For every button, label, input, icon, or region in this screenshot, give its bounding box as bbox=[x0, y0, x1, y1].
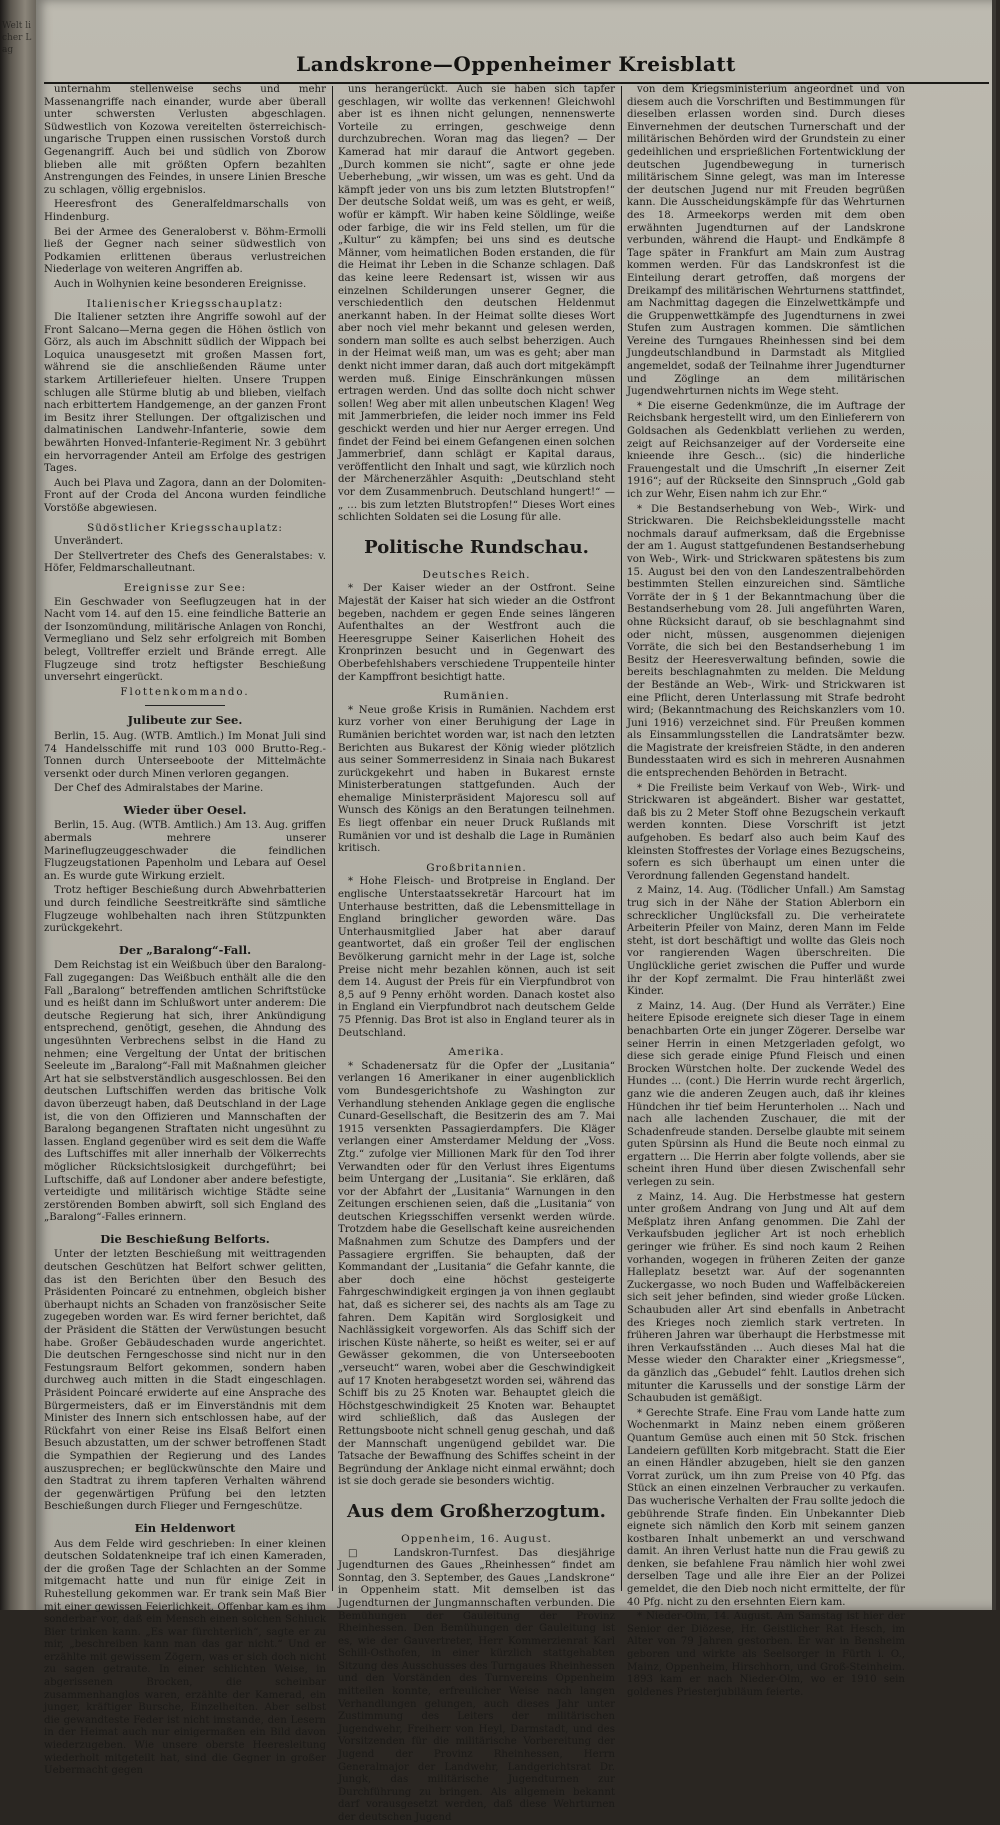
paragraph: Berlin, 15. Aug. (WTB. Amtlich.) Am 13. Aug. griffen abermals mehrere unserer Marineflugzeuggeschwader die feindlichen Flugzeugstationen Papenholm und Lebara auf Oesel an. Es wurde gute Wirkung erzielt. bbox=[44, 820, 326, 882]
adjacent-page-edge bbox=[0, 0, 36, 1610]
column-rule-2 bbox=[621, 86, 622, 1591]
section-subheading: Amerika. bbox=[448, 1046, 505, 1059]
paragraph: z Mainz, 14. Aug. Die Herbstmesse hat gestern unter großem Andrang von Jung und Alt auf dem Meßplatz ihren Anfang genommen. Die Zahl der Verkaufsbuden jeglicher Art ist noch erheblich geringer wie früher. Es sind noch kaum 2 Reihen vorhanden, wogegen in früheren Zeiten der ganze Halleplatz besetzt war. Auf der sogenannten Zuckergasse, wo noch Buden und Waffelbäckereien sich seit jeher befinden, sind wieder große Lücken. Schaubuden aller Art sind ebenfalls in Anbetracht des Krieges noch ziemlich stark vertreten. In früheren Jahren war überhaupt die Herbstmesse mit ihren Verkaufsständen ... Auch dieses Mal hat die Messe wieder den Charakter einer „Kriegsmesse“, da gänzlich das „Gebudel“ fehlt. Lautlos drehen sich mitunter die Karussells und der sonstige Lärm der Schaubuden ist gemäßigt. bbox=[627, 1191, 905, 1405]
paragraph: Der Chef des Admiralstabes der Marine. bbox=[54, 783, 264, 795]
section-subheading: Großbritannien. bbox=[426, 861, 527, 874]
column-2 bbox=[338, 84, 615, 1823]
article-heading: Wieder über Oesel. bbox=[123, 802, 247, 817]
paragraph: * Der Kaiser wieder an der Ostfront. Seine Majestät der Kaiser hat sich wieder an die Ostfront begeben, nachdem er gegen Ende seines längeren Aufenthaltes an der Westfront auch die Heeresgruppe Seiner Kaiserlichen Hoheit des Kronprinzen besucht und in Gegenwart des Oberbefehlshabers verschiedene Truppenteile hinter der Kampffront besichtigt hatte. bbox=[338, 583, 615, 683]
section-heading-grand-duchy: Aus dem Großherzogtum. bbox=[347, 1500, 606, 1522]
signature-line: Flottenkommando. bbox=[120, 686, 250, 698]
paragraph: Bei der Armee des Generaloberst v. Böhm-Ermolli ließ der Gegner nach seiner südwestlich von Podkamien erlittenen überaus verlustreichen Niederlage von weiteren Angriffen ab. bbox=[44, 226, 326, 276]
paragraph: uns herangerückt. Auch sie haben sich tapfer geschlagen, wir wollte das verkennen! Gleichwohl aber ist es ihnen nicht gelungen, nennenswerte Vorteile zu erringen, geschweige denn durchzubrechen. Woran mag das liegen? — Der Kamerad hat mir darauf die Antwort gegeben. „Durch kommen sie nicht“, sagte er ohne jede Ueberhebung, „wir wissen, um was es geht. Und da kämpft jeder von uns bis zum letzten Blutstropfen!“ Der deutsche Soldat weiß, um was es geht, er weiß, wofür er kämpft. Wir haben keine Söldlinge, weiße oder farbige, die wir ins Feld stellen, um für die „Kultur“ zu kämpfen; bei uns sind es deutsche Männer, vom heimatlichen Boden erstanden, die für die Heimat ihr Leben in die Schanze schlagen. Daß das keine leere Redensart ist, wissen wir aus einzelnen Schilderungen unserer Gegner, die verschiedentlich den deutschen Heldenmut anerkannt haben. In der Heimat sollte dieses Wort aber noch viel mehr bekannt und gelesen werden, sondern man sollte es auch selbst beherzigen. Auch in der Heimat weiß man, um was es geht; aber man denkt nicht immer daran, daß auch dort mitgekämpft werden muß. Einige Einschränkungen müssen ertragen werden. Und das sollte doch nicht schwer sollen! Weg aber mit allen unbeutschen Klagen! Weg mit Jammerbriefen, die leider noch immer ins Feld geschickt werden und hier nur Aerger erregen. Und findet der Feind bei einem Gefangenen einen solchen Jammerbrief, dann schlägt er Kapital daraus, veröffentlicht den Inhalt und sagt, wie kürzlich noch der Märchenerzähler Asquith: „Deutschland steht vor dem Zusammenbruch. Deutschland hungert!“ — „ … bis zum letzten Blutstropfen!“ Dieses Wort eines schlichten Soldaten sei die Losung für alle. bbox=[338, 84, 615, 524]
paragraph: Der Stellvertreter des Chefs des Generalstabes: v. Höfer, Feldmarschalleutnant. bbox=[44, 550, 326, 575]
section-subheading: Italienischer Kriegsschauplatz: bbox=[86, 297, 284, 310]
masthead-title: Landskrone—Oppenheimer Kreisblatt bbox=[296, 52, 736, 76]
paragraph: * Hohe Fleisch- und Brotpreise in England. Der englische Unterstaatssekretär Harcourt hat im Unterhause bestritten, daß die Lebensmittellage in England bringlicher geworden wäre. Das Unterhausmitglied Jaber hat aber darauf geantwortet, daß ein großer Teil der englischen Bevölkerung garnicht mehr in der Lage ist, solche Preise nicht mehr bezahlen können, auch ist seit dem 14. August der Preis für ein Vierpfundbrot von 8,5 auf 9 Penny erhöht worden. Danach kostet also in England ein Vierpfundbrot nach deutschem Gelde 75 Pfennig. Das Brot ist also in England teurer als in Deutschland. bbox=[338, 876, 615, 1039]
column-3 bbox=[627, 84, 905, 1698]
paragraph: * Die eiserne Gedenkmünze, die im Auftrage der Reichsbank hergestellt wird, um den Einlieferern von Goldsachen als Gedenkblatt verliehen zu werden, zeigt auf Reichsanzeiger auf der Vorderseite eine knieende ihre Gesch... (sic) die hinderliche Frauengestalt und die Umschrift „In eiserner Zeit 1916“; auf der Rückseite den Sinnspruch „Gold gab ich zur Wehr, Eisen nahm ich zur Ehr.“ bbox=[627, 400, 905, 500]
paragraph: Berlin, 15. Aug. (WTB. Amtlich.) Im Monat Juli sind 74 Handelsschiffe mit rund 103 000 Brutto-Reg.-Tonnen durch Unterseeboote der Mittelmächte versenkt oder durch Minen verloren gegangen. bbox=[44, 730, 326, 780]
newspaper-page bbox=[36, 0, 996, 1823]
paragraph: * Die Freiliste beim Verkauf von Web-, Wirk- und Strickwaren ist abgeändert. Bisher war gestattet, daß bis zu 2 Meter Stoff ohne Bezugschein verkauft werden konnten. Diese Vorschrift ist jetzt aufgehoben. Es bedarf also auch beim Kauf des kleinsten Stoffrestes der Vorlage eines Bezugscheins, sofern es sich überhaupt um einen unter die Verordnung fallenden Gegenstand handelt. bbox=[627, 782, 905, 882]
paragraph: Auch bei Plava und Zagora, dann an der Dolomiten-Front auf der Croda del Ancona wurden feindliche Vorstöße abgewiesen. bbox=[44, 477, 326, 514]
divider bbox=[145, 705, 225, 706]
section-subheading: Südöstlicher Kriegsschauplatz: bbox=[87, 521, 283, 534]
adjacent-page-text: Welt licher Lag bbox=[2, 21, 32, 55]
paragraph: * Gerechte Strafe. Eine Frau vom Lande hatte zum Wochenmarkt in Mainz neben einem größeren Quantum Gemüse auch einen mit 50 Stck. frischen Landeiern gefüllten Korb mitgebracht. Statt die Eier an einen Händler abzugeben, hielt sie den ganzen Vorrat zurück, um ihn zum Preise von 40 Pfg. das Stück an einen einzelnen Verbraucher zu verkaufen. Das wucherische Verhalten der Frau sollte jedoch die gebührende Strafe finden. Ein Unbekannter Dieb eignete sich nämlich den Korb mit seinem ganzen kostbaren Inhalt unbemerkt an und verschwand damit. An ihren Verlust hatte nun die Frau gewiß zu denken, sie befahlene Frau nämlich hier wohl zwei derselben Tage und alle ihre Eier an der Polizei gemeldet, die den Dieb noch nicht ermittelte, der für 40 Pfg. nicht zu den ersehnten Eiern kam. bbox=[627, 1407, 905, 1608]
paragraph: z Mainz, 14. Aug. (Der Hund als Verräter.) Eine heitere Episode ereignete sich dieser Tage in einem benachbarten Orte ein junger Zögerer. Derselbe war seiner Herrin in einen Metzgerladen gefolgt, wo diese sich gerade einige Pfund Fleisch und einen Brocken Würstchen holte. Der zuckende Wedel des Hundes ... (cont.) Die Herrin wurde recht ärgerlich, ganz wie die anderen Zeugen auch, daß ihr kleines Hündchen ihr tief beim Herunterholen ... Nach und nach alle lachenden Zuschauer, die mit der Schadenfreude standen. Derselbe glaubte mit seinem guten Spürsinn als Hund die Beute noch einmal zu ergattern ... Die Herrin aber folgte vollends, aber sie scheint ihren Hund über diesen Zwischenfall sehr verlegen zu sein. bbox=[627, 1000, 905, 1189]
section-subheading: Rumänien. bbox=[443, 690, 510, 703]
paragraph: von dem Kriegsministerium angeordnet und von diesem auch die Vorschriften und Bestimmungen für dieselben erlassen worden sind. Durch dieses Einvernehmen der deutschen Turnerschaft und der militärischen Behörden wird der Grundstein zu einer gedeihlichen und ersprießlichen Fortentwicklung der deutschen Jugendbewegung in turnerisch militärischem Sinne gelegt, was man im Interesse der deutschen Jugend nur mit Freuden begrüßen kann. Die Ausscheidungskämpfe für das Wehrturnen des 18. Armeekorps werden mit dem oben erwähnten Jugendturnen auf der Landskrone verbunden, während die Haupt- und Endkämpfe 8 Tage später in Frankfurt am Main zum Austrag kommen werden. Für das Landskronfest ist die Einteilung derart getroffen, daß morgens der Dreikampf des militärischen Wehrturnens stattfindet, am Nachmittag dagegen die Einzelwettkämpfe und die Gruppenwettkämpfe des Jugendturnens in zwei Stufen zum Austragen kommen. Die sämtlichen Vereine des Turngaues Rheinhessen sind bei dem Jungdeutschlandbund in Darmstadt als Mitglied angemeldet, sodaß der Teilnahme ihrer Jugendturner und Zöglinge an dem militärischen Jugendwehrturnen nichts im Wege steht. bbox=[627, 84, 905, 398]
section-heading-politics: Politische Rundschau. bbox=[364, 536, 589, 558]
column-1 bbox=[44, 84, 326, 1777]
paragraph: Trotz heftiger Beschießung durch Abwehrbatterien und durch feindliche Seestreitkräfte sind sämtliche Flugzeuge wohlbehalten nach ihren Stützpunkten zurückgekehrt. bbox=[44, 885, 326, 935]
paragraph: * Neue große Krisis in Rumänien. Nachdem erst kurz vorher von einer Beruhigung der Lage in Rumänien berichtet worden war, ist nach den letzten Berichten aus Bukarest der König wieder plötzlich aus seiner Sommerresidenz in Sinaia nach Bukarest zurückgekehrt und haben in Bukarest ernste Ministerberatungen stattgefunden. Auch der ehemalige Ministerpräsident Majorescu soll auf Wunsch des Königs an den Beratungen teilnehmen. Es liegt offenbar ein neuer Druck Rußlands mit Rumänien vor und ist deshalb die Lage in Rumänien kritisch. bbox=[338, 704, 615, 855]
paragraph: □ Landskron-Turnfest. Das diesjährige Jugendturnen des Gaues „Rheinhessen“ findet am Sonntag, den 3. September, des Gaues „Landskrone“ in Oppenheim statt. Mit demselben ist das Jugendturnen der Jungmannschaften verbunden. Die Bemühungen der Gauleitung der Provinz Rheinhessen. Den Bemühungen der Gauleitung ist es, wie der Gauvertreter, Herr Kommerzienrat Karl Schill-Osthofen, in einer kürzlich stattgehabten Sitzung des Ausschusses des Turngaues Rheinhessen und den Vorständen des Turnvereins Oppenheim mitteilen konnte, erfreulicher Weise nach langen Verhandlungen gelungen, auch dieses Jahr unter Zustimmung des Leiters der militärischen Jugendwehr, Freiherr von Heyl, Darmstadt, und des Vorsitzenden für die militärische Vorbereitung der Jugend der Provinz Rheinhessen, Herrn Generalmajor der Landwehr, Landgerichtsrat Dr. Jungk, das militärische Jugendturnen zur Durchführung zu bringen. Als allgemein bekannt darf vorausgesetzt werden, daß diese Wehrturnen der deutschen Jugend bbox=[338, 1547, 615, 1823]
paragraph: Die Italiener setzten ihre Angriffe sowohl auf der Front Salcano—Merna gegen die Höhen östlich von Görz, als auch im Abschnitt südlich der Wippach bei Loquica unausgesetzt mit großen Massen fort, während sie die anschließenden Räume unter starkem Artilleriefeuer hielten. Unsere Truppen schlugen alle Stürme blutig ab und blieben, vielfach nach erbittertem Handgemenge, an der ganzen Front im Besitz ihrer Stellungen. Der oftgalizischen und dalmatinischen Landwehr-Infanterie, sowie dem bewährten Honved-Infanterie-Regiment Nr. 3 gebührt ein hervorragender Anteil am Erfolge des gestrigen Tages. bbox=[44, 312, 326, 475]
dateline: Oppenheim, 16. August. bbox=[401, 1532, 552, 1545]
section-subheading: Deutsches Reich. bbox=[422, 568, 531, 581]
paragraph: * Schadenersatz für die Opfer der „Lusitania“ verlangen 16 Amerikaner in einer augenblicklich vom Bundesgerichtshofe zu Washington zur Verhandlung stehenden Anklage gegen die englische Cunard-Gesellschaft, die Besitzerin des am 7. Mai 1915 versenkten Passagierdampfers. Die Kläger verlangen einer Amsterdamer Meldung der „Voss. Ztg.“ zufolge vier Millionen Mark für den Tod ihrer Verwandten oder für den Verlust ihres Eigentums beim Untergang der „Lusitania“. Sie erklären, daß vor der Abfahrt der „Lusitania“ Warnungen in den Zeitungen erschienen seien, daß die „Lusitania“ von deutschen Kriegsschiffen versenkt werden würde. Trotzdem habe die Gesellschaft keine ausreichenden Maßnahmen zum Schutze des Dampfers und der Passagiere ergriffen. Sie behaupten, daß der Kommandant der „Lusitania“ die Gefahr kannte, die aber doch eine höchst gesteigerte Fahrgeschwindigkeit ergingen ja von ihnen geglaubt hat, daß es sicherer sei, des nachts als am Tage zu fahren. Dem Kapitän wird Sorglosigkeit und Nachlässigkeit vorgeworfen. Als das Schiff sich der irischen Küste näherte, so heißt es weiter, sei er auf Gewässer gekommen, die von Unterseebooten „verseucht“ waren, wobei aber die Geschwindigkeit auf 17 Knoten herabgesetzt worden sei, während das Schiff bis zu 25 Knoten war. Behauptet gleich die Höchstgeschwindigkeit 25 Knoten war. Behauptet wird schließlich, daß das Auslegen der Rettungsboote nicht schnell genug geschah, und daß der Mannschaft ungenügend gebildet war. Die Tatsache der Bewaffnung des Schiffes scheint in der Begründung der Anklage nicht einmal erwähnt; doch ist sie doch gerade sie besonders wichtig. bbox=[338, 1060, 615, 1488]
page-right-edge bbox=[992, 0, 996, 1610]
paragraph: Ein Geschwader von Seeflugzeugen hat in der Nacht vom 14. auf den 15. eine feindliche Batterie an der Isonzomündung, militärische Anlagen von Ronchi, Vermegliano und Selz sehr erfolgreich mit Bomben belegt, Volltreffer erzielt und Brände erregt. Alle Flugzeuge sind trotz heftigster Beschießung unversehrt eingerückt. bbox=[44, 596, 326, 684]
paragraph: unternahm stellenweise sechs und mehr Massenangriffe nach einander, wurde aber überall unter schwersten Verlusten abgeschlagen. Südwestlich von Kozowa vereitelten österreichisch-ungarische Truppen einen russischen Vorstoß durch Gegenangriff. Auch bei und südlich von Zborow blieben alle mit größten Opfern bezahlten Anstrengungen des Feindes, in unsere Linien Bresche zu schlagen, völlig ergebnislos. bbox=[44, 84, 326, 196]
paragraph: Dem Reichstag ist ein Weißbuch über den Baralong-Fall zugegangen: Das Weißbuch enthält alle die den Fall „Baralong“ betreffenden amtlichen Schriftstücke und es heißt dann im Schlußwort unter anderem: Die deutsche Regierung hat sich, ihrer Ankündigung entsprechend, genötigt, gesehen, die Ahndung des ungesühnten Verbrechens selbst in die Hand zu nehmen; eine Vergeltung der Untat der britischen Seeleute im „Baralong“-Fall mit Maßnahmen gleicher Art hat sie selbstverständlich ausgeschlossen. Bei den deutschen Luftschiffen werden das britische Volk davon überzeugt haben, daß Deutschland in der Lage ist, die von den Offizieren und Mannschaften der Baralong begangenen Straftaten nicht ungesühnt zu lassen. England gegenüber wird es seit dem die Waffe des Luftschiffes mit aller innerhalb der Völkerrechts möglicher Rücksichtslosigkeit durchgeführt; bei Luftschiffe, daß auf Londoner aber andere befestigte, verteidigte und militärisch wichtige Städte seine zerstörenden Bomben abwirft, soll sich England des „Baralong“-Falles erinnern. bbox=[44, 960, 326, 1224]
paragraph: * Die Bestandserhebung von Web-, Wirk- und Strickwaren. Die Reichsbekleidungsstelle macht nochmals darauf aufmerksam, daß die Ergebnisse der am 1. August stattgefundenen Bestandserhebung von Web-, Wirk- und Strickwaren spätestens bis zum 15. August bei den von den Landeszentralbehörden bestimmten Stellen einzureichen sind. Sämtliche Vorräte der in § 1 der Bekanntmachung über die Bestandserhebung vom 28. Juli angeführten Waren, ohne Rücksicht darauf, ob sie beschlagnahmt sind oder nicht, müssen, ausgenommen diejenigen Vorräte, die sich bei den Bestandserhebung 1 im Besitz der Heeresverwaltung befinden, sowie die bereits beschlagnahmten zu melden. Die Meldung der Bestände an Web-, Wirk- und Strickwaren ist eine Pflicht, deren Unterlassung mit Strafe bedroht wird; (Bekanntmachung des Reichskanzlers vom 10. Juni 1916) verzeichnet sind. Für Preußen kommen als Einsammlungsstellen die Landratsämter bezw. die Magistrate der kreisfreien Städte, in den anderen Bundesstaaten wird es sich in mehreren Ausnahmen die entsprechenden Behörden in Betracht. bbox=[627, 503, 905, 780]
article-heading: Julibeute zur See. bbox=[127, 713, 243, 728]
paragraph: Auch in Wolhynien keine besonderen Ereignisse. bbox=[54, 278, 307, 290]
paragraph: z Mainz, 14. Aug. (Tödlicher Unfall.) Am Samstag trug sich in der Nähe der Station Ablerborn ein schrecklicher Unglücksfall zu. Die verheiratete Arbeiterin Pfeiler von Mainz, deren Mann im Felde steht, ist dort beschäftigt und wollte das Gleis noch vor rangierenden Wagen überschreiten. Die Unglückliche geriet zwischen die Puffer und wurde ihr der Kopf zermalmt. Die Frau hinterläßt zwei Kinder. bbox=[627, 885, 905, 998]
paragraph: Heeresfront des Generalfeldmarschalls von Hindenburg. bbox=[44, 199, 326, 223]
paragraph: Unter der letzten Beschießung mit weittragenden deutschen Geschützen hat Belfort schwer gelitten, das ist den Berichten über den Besuch des Präsidenten Poincaré zu entnehmen, obgleich bisher überhaupt nichts an Schaden von französischer Seite zugegeben worden war. Es wird ferner berichtet, daß der Präsident die Stätten der Verwüstungen besucht habe. Großer Gebäudeschaden wurde angerichtet. Die deutschen Ferngeschosse sind nicht nur in den Festungsraum Belfort gekommen, sondern haben durchweg auch mitten in die Stadt eingeschlagen. Präsident Poincaré erwiderte auf eine Ansprache des Bürgermeisters, daß er im Einverständnis mit dem Minister des Innern sich entschlossen habe, auf der Rückfahrt von einer Reise ins Elsaß Belfort einen Besuch abzustatten, um der schwer betroffenen Stadt die Sympathien der Regierung und des Landes auszusprechen; er beglückwünschte den Maire und den Stadtrat zu ihrem tapferen Verhalten während der gegenwärtigen Prüfung bei den letzten Beschießungen durch Flieger und Ferngeschütze. bbox=[44, 1249, 326, 1513]
section-subheading: Ereignisse zur See: bbox=[123, 581, 247, 594]
column-rule-1 bbox=[332, 86, 333, 1591]
paragraph: * Nieder-Olm, 14. August. Am Samstag ist hier der Senior der Diözese, Hr. Geistlicher Rat Hesch, im Alter von 79 Jahren gestorben. Er war in Bensheim geboren und wirkte als Seelsorger in Fürth i. O., Mainz, Oppenheim, Hirschhorn, und Groß-Steinheim. 1893 kam er nach Nieder-Olm, wo er 1910 sein goldenes Priesterjubiläum feierte. bbox=[627, 1611, 905, 1698]
article-heading: Ein Heldenwort bbox=[134, 1520, 236, 1535]
paragraph: Unverändert. bbox=[54, 536, 124, 548]
paragraph: Aus dem Felde wird geschrieben: In einer kleinen deutschen Soldatenkneipe traf ich einen Kameraden, der die großen Tage der Schlachten an der Somme mitgemacht hatte und nun für einige Zeit in Ruhestellung gekommen war. Er trank sein Maß Bier mit einer gewissen Feierlichkeit. Offenbar kam es ihm sonderbar vor, daß ein Mensch einen solchen Schluck Bier trinken kann. „Es war fürchterlich“, sagte er zu mir, „beschreiben kann man das gar nicht.“ Und er erzählte mit gewissem Zögern, was er sich doch nicht zu sagen getraute. In einer schlichten Weise, in abgerissenen Brocken, die scheinbar zusammenhanglos waren, erzählte der Kamerad, ein junger, kräftiger Bursche, Einzelheiten. Aber selbst die gewandteste Feder ist nicht imstande, den Lesern in der Heimat auch nur einigermaßen ein Bild davon wiederzugeben. Wie unsere oberste Heeresleitung wiederholt mitgeteilt hat, sind die Gegner in großer Uebermacht gegen bbox=[44, 1538, 326, 1777]
article-heading: Die Beschießung Belforts. bbox=[100, 1231, 270, 1246]
article-heading: Der „Baralong“-Fall. bbox=[118, 942, 252, 957]
